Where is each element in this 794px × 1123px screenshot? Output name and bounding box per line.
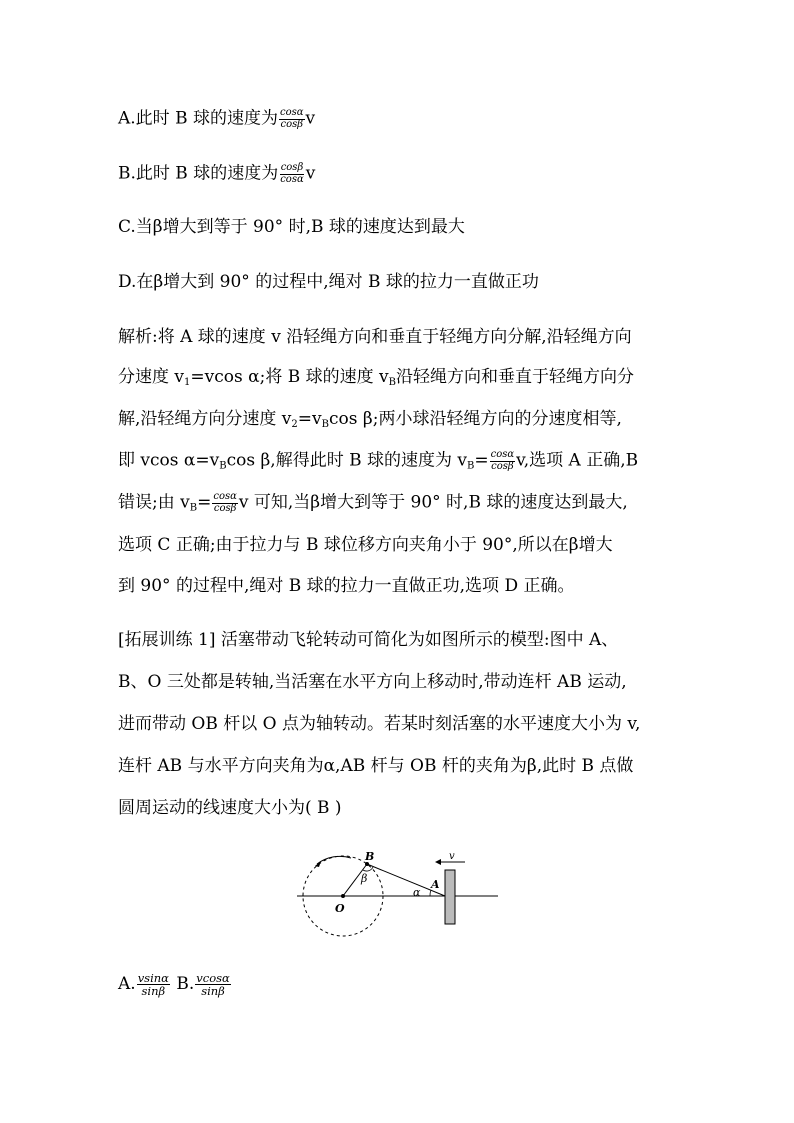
- option-a: A.此时 B 球的速度为 $\frac{\cos\alpha}{\cos\beta}$ v: [118, 107, 316, 130]
- analysis-line-7: 到 90° 的过程中,绳对 B 球的拉力一直做正功,选项 D 正确。: [118, 576, 575, 596]
- rotation-arc: [317, 856, 351, 864]
- fraction: $\frac{\cos\beta}{\cos\alpha}$: [280, 162, 304, 185]
- label-a: A: [431, 878, 440, 891]
- label-alpha: α: [413, 886, 421, 899]
- analysis-line-6: 选项 C 正确;由于拉力与 B 球位移方向夹角小于 90°,所以在β增大: [118, 535, 613, 555]
- label-v: v: [449, 851, 455, 862]
- fraction: $\frac{\cos\alpha}{\cos\beta}$: [490, 449, 515, 472]
- exercise-line-2: B、O 三处都是转轴,当活塞在水平方向上移动时,带动连杆 AB 运动,: [118, 672, 627, 692]
- piston-flywheel-diagram: [295, 848, 505, 958]
- velocity-arrowhead: [435, 859, 441, 865]
- analysis-line-4: 即 vcos $\alpha=v_B\cos$ β,解得此时 B 球的速度为 $v_B=$ $\frac{\cos\alpha}{\cos\beta}$ v,选项 A 正确,B: [118, 449, 639, 472]
- option-b: B.此时 B 球的速度为 $\frac{\cos\beta}{\cos\alpha}$ v: [118, 162, 316, 185]
- label-beta: β: [361, 872, 368, 885]
- label-b: B: [365, 850, 375, 863]
- option-d: D.在β增大到 90° 的过程中,绳对 B 球的拉力一直做正功: [118, 272, 539, 292]
- answer-choices: A. $\frac{vsin\alpha}{\sin\beta}$ B. $\frac{vcos\alpha}{\sin\beta}$: [118, 971, 230, 999]
- pivot-o: [341, 894, 345, 898]
- piston: [445, 870, 455, 924]
- exercise-line-3: 进而带动 OB 杆以 O 点为轴转动。若某时刻活塞的水平速度大小为 v,: [118, 714, 641, 734]
- fraction: $\frac{\cos\alpha}{\cos\beta}$: [279, 107, 304, 130]
- exercise-line-5: 圆周运动的线速度大小为( B ): [118, 798, 342, 818]
- analysis-line-1: 解析:将 A 球的速度 v 沿轻绳方向和垂直于轻绳方向分解,沿轻绳方向: [118, 327, 632, 347]
- fraction: $\frac{vsin\alpha}{\sin\beta}$: [137, 971, 169, 999]
- analysis-line-5: 错误;由 $v_B=$ $\frac{\cos\alpha}{\cos\beta}$ v 可知,当β增大到等于 90° 时,B 球的速度达到最大,: [118, 491, 628, 514]
- option-c: C.当β增大到等于 90° 时,B 球的速度达到最大: [118, 217, 465, 237]
- fraction: $\frac{\cos\alpha}{\cos\beta}$: [213, 491, 237, 514]
- exercise-line-4: 连杆 AB 与水平方向夹角为α,AB 杆与 OB 杆的夹角为β,此时 B 点做: [118, 756, 634, 776]
- exercise-line-1: [拓展训练 1] 活塞带动飞轮转动可简化为如图所示的模型:图中 A、: [118, 630, 619, 650]
- analysis-line-3: 解,沿轻绳方向分速度 $v_2=v_B\cos$ β;两小球沿轻绳方向的分速度相等,: [118, 409, 622, 430]
- rotation-arrowhead: [315, 861, 321, 867]
- fraction: $\frac{vcos\alpha}{\sin\beta}$: [196, 971, 230, 999]
- analysis-line-2: 分速度 $v_1=vcos$ α;将 B 球的速度 $v_B$沿轻绳方向和垂直于轻绳方向分: [118, 367, 634, 388]
- label-o: O: [335, 902, 345, 915]
